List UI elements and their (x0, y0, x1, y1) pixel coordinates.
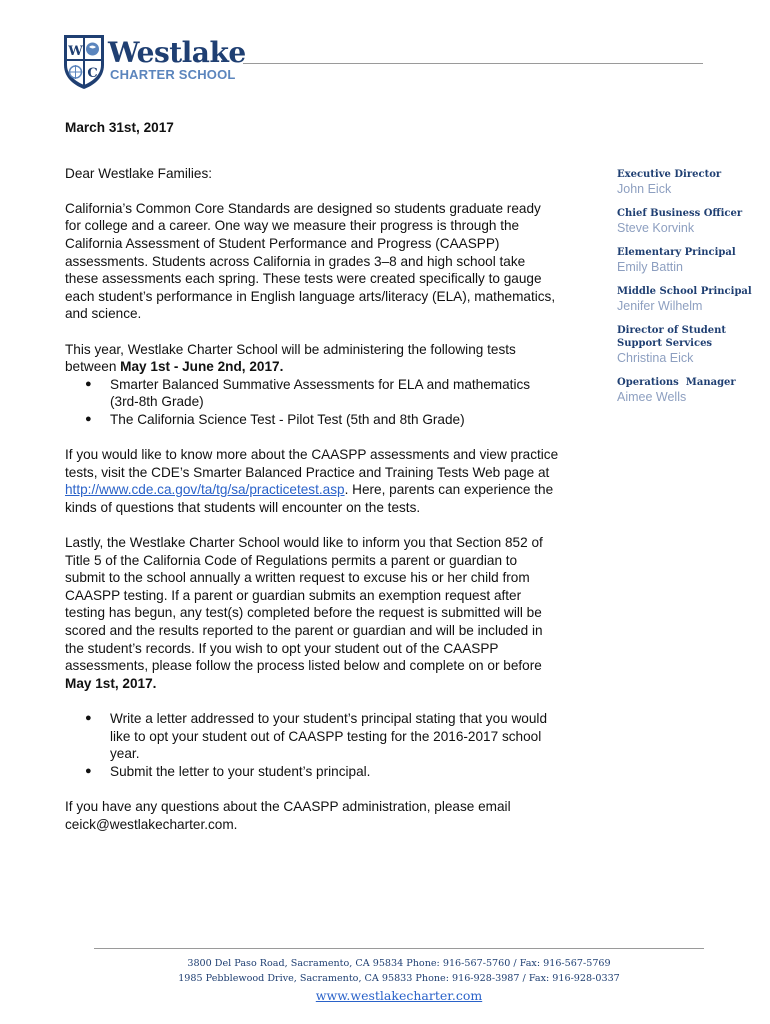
staff-title: Middle School Principal (617, 286, 752, 297)
staff-item (617, 207, 767, 236)
footer-address-2: 1985 Pebblewood Drive, Sacramento, CA 95833 Phone: 916-928-3987 / Fax: 916-928-0337 (178, 973, 620, 984)
paragraph-practice-text: If you would like to know more about the CAASPP assessments and view practice tests, visit the CDE’s Smarter Balanced Practice and Training Tests Web page at (65, 447, 559, 480)
school-logo (62, 33, 106, 91)
staff-name: Christina Eick (617, 351, 694, 365)
logo-subtitle: CHARTER SCHOOL (110, 67, 236, 82)
letter-greeting: Dear Westlake Families: (65, 165, 213, 181)
steps-list (65, 710, 560, 780)
practice-test-link[interactable]: http://www.cde.ca.gov/ta/tg/sa/practicetest.asp (65, 482, 345, 498)
staff-name: John Eick (617, 182, 672, 196)
shield-logo-icon (62, 33, 106, 91)
staff-item (617, 285, 767, 314)
svg-text:W: W (68, 44, 83, 59)
list-item: ● The California Science Test - Pilot Test (5th and 8th Grade) (65, 411, 560, 429)
website-link[interactable]: www.westlakecharter.com (315, 988, 483, 1003)
staff-title: Elementary Principal (617, 247, 736, 258)
footer-address-1: 3800 Del Paso Road, Sacramento, CA 95834 Phone: 916-567-5760 / Fax: 916-567-5769 (187, 958, 611, 969)
letter-body (65, 119, 560, 833)
staff-name: Emily Battin (617, 260, 683, 274)
list-item: ● Write a letter addressed to your student’s principal stating that you would like to opt your student out of CAASPP testing for the 2016-2017 school year. (65, 710, 560, 763)
staff-title: Director of Student Support Services (617, 325, 727, 349)
footer (94, 956, 704, 1005)
staff-sidebar (617, 168, 767, 415)
staff-item (617, 246, 767, 275)
staff-name: Steve Korvink (617, 221, 695, 235)
staff-title: Executive Director (617, 169, 722, 180)
svg-text:C: C (87, 66, 98, 81)
paragraph-opt-out-text: Lastly, the Westlake Charter School would like to inform you that Section 852 of Title 5 of the California Code of Regulations permits a parent or guardian to submit to the school annually a written request to excuse his or her child from CAASPP testing. If a parent or guardian submits an exemption request after testing has begun, any test(s) completed before the request is submitted will be scored and the results reported to the parent or guardian and will be included in the student’s records. If you wish to opt your student out of the CAASPP assessments, please follow the process listed below and complete on or before (65, 535, 543, 674)
staff-name: Aimee Wells (617, 390, 687, 404)
footer-divider (94, 948, 704, 949)
opt-out-deadline: May 1st, 2017. (65, 675, 157, 691)
header-divider (243, 63, 703, 64)
list-item: ● Submit the letter to your student’s principal. (65, 763, 560, 781)
list-item: ● Smarter Balanced Summative Assessments for ELA and mathematics (3rd-8th Grade) (65, 376, 560, 411)
paragraph-intro: California’s Common Core Standards are designed so students graduate ready for college and a career. One way we measure their progress is through the California Assessment of Student Performance and Progress (CAASPP) assessments. Students across California in grades 3–8 and high school take these assessments each spring. These tests were created specifically to gauge each student’s performance in English language arts/literacy (ELA), mathematics, and science. (65, 200, 556, 322)
testing-window: May 1st - June 2nd, 2017. (120, 359, 284, 375)
staff-name: Jenifer Wilhelm (617, 299, 703, 313)
paragraph-opt-out (65, 534, 560, 692)
paragraph-practice (65, 446, 560, 516)
letter-date: March 31st, 2017 (65, 120, 174, 135)
logo-name: Westlake (108, 36, 246, 69)
paragraph-practice-text-end: . Here, parents can experience the kinds of questions that students will encounter on the tests. (65, 482, 554, 515)
paragraph-tests-text: This year, Westlake Charter School will be administering the following tests between (65, 341, 516, 375)
test-list (65, 376, 560, 429)
staff-item (617, 324, 767, 366)
staff-item (617, 376, 767, 405)
paragraph-tests (65, 341, 560, 376)
staff-item (617, 168, 767, 197)
paragraph-closing: If you have any questions about the CAASPP administration, please email ceick@westlakecharter.com. (65, 798, 511, 832)
staff-title: Chief Business Officer (617, 208, 743, 219)
staff-title: Operations Manager (617, 377, 736, 388)
